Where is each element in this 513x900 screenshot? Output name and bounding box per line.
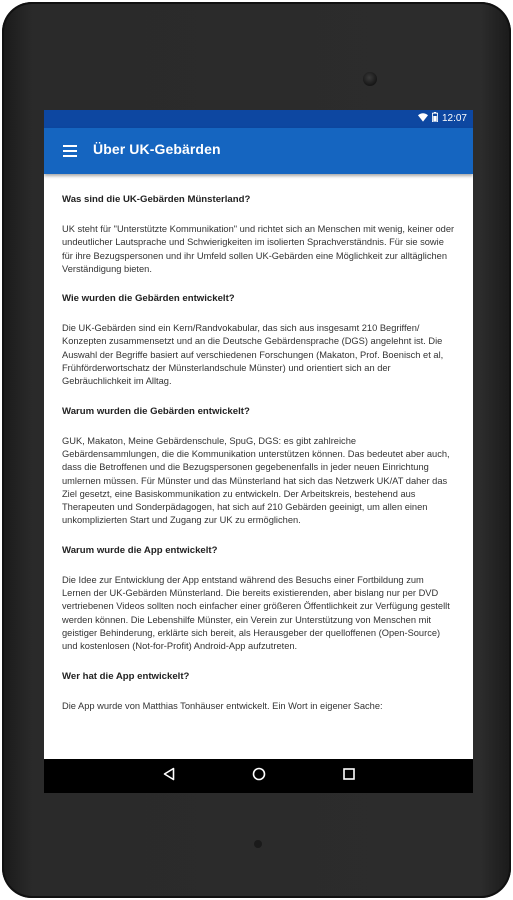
section-what xyxy=(62,194,455,276)
device-sensor xyxy=(254,840,262,848)
back-button[interactable] xyxy=(158,766,180,786)
section-how-developed xyxy=(62,293,455,388)
section-why-app xyxy=(62,545,455,654)
recents-icon xyxy=(342,767,356,786)
back-icon xyxy=(162,767,176,786)
section-heading: Was sind die UK-Gebärden Münsterland? xyxy=(62,194,251,205)
status-bar xyxy=(44,110,473,128)
page-title: Über UK-Gebärden xyxy=(93,141,221,157)
section-heading: Warum wurde die App entwickelt? xyxy=(62,544,218,556)
menu-button[interactable] xyxy=(58,141,82,161)
navigation-bar xyxy=(44,759,473,793)
section-heading: Warum wurden die Gebärden entwickelt? xyxy=(62,405,250,417)
front-camera xyxy=(363,72,377,86)
recents-button[interactable] xyxy=(338,766,360,786)
status-icons xyxy=(418,112,467,125)
section-heading: Wie wurden die Gebärden entwickelt? xyxy=(62,293,235,305)
section-body: GUK, Makaton, Meine Gebärdenschule, SpuG, DGS: es gibt zahlreiche Gebärdensammlungen, die die Kommunikation unterstützen können. Das bedeutet aber auch, dass die Betroffenen und die Bezugspersonen gegebenenfalls in jeder neuen Einrichtung umlernen müssen. Für Münster und das Münsterland hat sich das Netzwerk UK/AT daher das Ziel gesetzt, eine Basiskommunikation zu entwickeln. Der Arbeitskreis, bestehend aus Therapeuten und Sonderpädagogen, hat sich auf 210 Gebärden geeinigt, um allen einen unkomplizierten Start und Zugang zur UK zu ermöglichen. xyxy=(62,435,450,526)
screen xyxy=(44,110,473,793)
app-bar xyxy=(44,128,473,174)
wifi-icon xyxy=(418,113,428,125)
section-heading: Wer hat die App entwickelt? xyxy=(62,670,190,682)
battery-icon xyxy=(432,112,438,125)
section-body: Die Idee zur Entwicklung der App entstand während des Besuchs einer Fortbildung zum Lernen der UK-Gebärden Münsterland. Die bereits existierenden, aber bislang nur per DVD vertriebenen Videos sollten noch einfacher einer größeren Öffentlichkeit zur Verfügung gestellt werden können. Die Lebenshilfe Münster, ein Verein zur Unterstützung von Menschen mit geistiger Behinderung, erklärte sich bereit, als Herausgeber der quelloffenen (Open-Source) und kostenlosen (Not-for-Profit) Android-App aufzutreten. xyxy=(62,574,450,652)
home-icon xyxy=(252,767,266,786)
tablet-frame xyxy=(2,2,511,898)
clock: 12:07 xyxy=(441,113,467,124)
section-body: Die UK-Gebärden sind ein Kern/Randvokabular, das sich aus insgesamt 210 Begriffen/ Konzepten zusammensetzt und an die Deutsche Gebärdensprache (DGS) angelehnt ist. Die Auswahl der Begriffe basiert auf verschiedenen Forschungen (Makaton, Prof. Boenisch et al, Frühförderwortschatz der Münsterlandschule Münster) und orientiert sich an der Gebräuchlichkeit im Alltag. xyxy=(62,323,444,387)
section-who-developed xyxy=(62,671,455,713)
about-content[interactable] xyxy=(44,174,473,759)
section-body: Die App wurde von Matthias Tonhäuser entwickelt. Ein Wort in eigener Sache: xyxy=(62,700,383,711)
home-button[interactable] xyxy=(248,766,270,786)
section-body: UK steht für "Unterstützte Kommunikation" und richtet sich an Menschen mit wenig, keiner oder undeutlicher Lautsprache und Schwierigkeiten im isolierten Sprachverständnis. Für sie sowie für ihre Bezugspersonen und ihr Umfeld sollen UK-Gebärden eine Möglichkeit zur alltäglichen Verständigung bieten. xyxy=(62,224,455,274)
section-why-developed xyxy=(62,406,455,528)
